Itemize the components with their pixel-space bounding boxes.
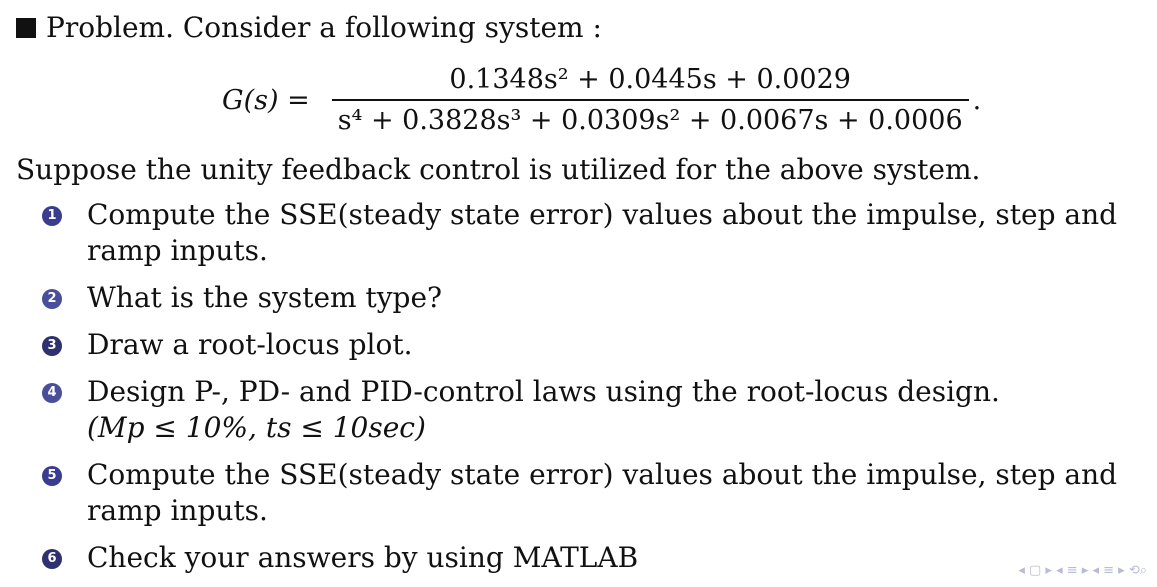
number-bullet-icon: 2	[42, 289, 62, 309]
list-item	[42, 280, 1147, 316]
list-item-text: Check your answers by using MATLAB	[87, 541, 639, 574]
list-item-text: What is the system type?	[87, 281, 443, 314]
fraction	[332, 64, 969, 136]
intro-text: Suppose the unity feedback control is utilized for the above system.	[16, 153, 981, 186]
transfer-function-equation	[222, 64, 981, 136]
list-item	[42, 197, 1147, 269]
list-item-subtext: (Mp ≤ 10%, ts ≤ 10sec)	[87, 411, 426, 444]
number-bullet-icon: 4	[42, 383, 62, 403]
list-item	[42, 374, 1147, 446]
prev-frame-icon[interactable]: ◂ ▢ ▸	[1018, 563, 1052, 578]
number-bullet-icon: 5	[42, 466, 62, 486]
number-bullet-icon: 1	[42, 206, 62, 226]
list-item	[42, 457, 1147, 529]
equation-denominator: s⁴ + 0.3828s³ + 0.0309s² + 0.0067s + 0.0006	[337, 105, 963, 136]
list-item-text: Design P-, PD- and PID-control laws using the root-locus design.	[87, 375, 1000, 408]
heading-text: Problem. Consider a following system :	[46, 11, 602, 44]
enumerated-list	[42, 197, 1147, 587]
number-bullet-icon: 6	[42, 549, 62, 569]
search-icon[interactable]: ⟲⌕	[1128, 563, 1147, 578]
beamer-navigation	[1018, 563, 1147, 578]
equation-trailing: .	[972, 84, 982, 116]
number-bullet-icon: 3	[42, 336, 62, 356]
square-bullet-icon	[16, 18, 36, 38]
next-section-icon[interactable]: ◂ ≡ ▸	[1092, 563, 1125, 578]
list-item	[42, 327, 1147, 363]
equation-lhs: G(s) =	[222, 84, 310, 116]
list-item-text: Compute the SSE(steady state error) values about the impulse, step and ramp inputs.	[87, 458, 1118, 527]
prev-section-icon[interactable]: ◂ ≡ ▸	[1056, 563, 1089, 578]
equation-numerator: 0.1348s² + 0.0445s + 0.0029	[449, 64, 851, 95]
list-item	[42, 540, 1147, 576]
list-item-text: Compute the SSE(steady state error) values about the impulse, step and ramp inputs.	[87, 198, 1118, 267]
problem-heading	[16, 8, 602, 48]
list-item-text: Draw a root-locus plot.	[87, 328, 413, 361]
